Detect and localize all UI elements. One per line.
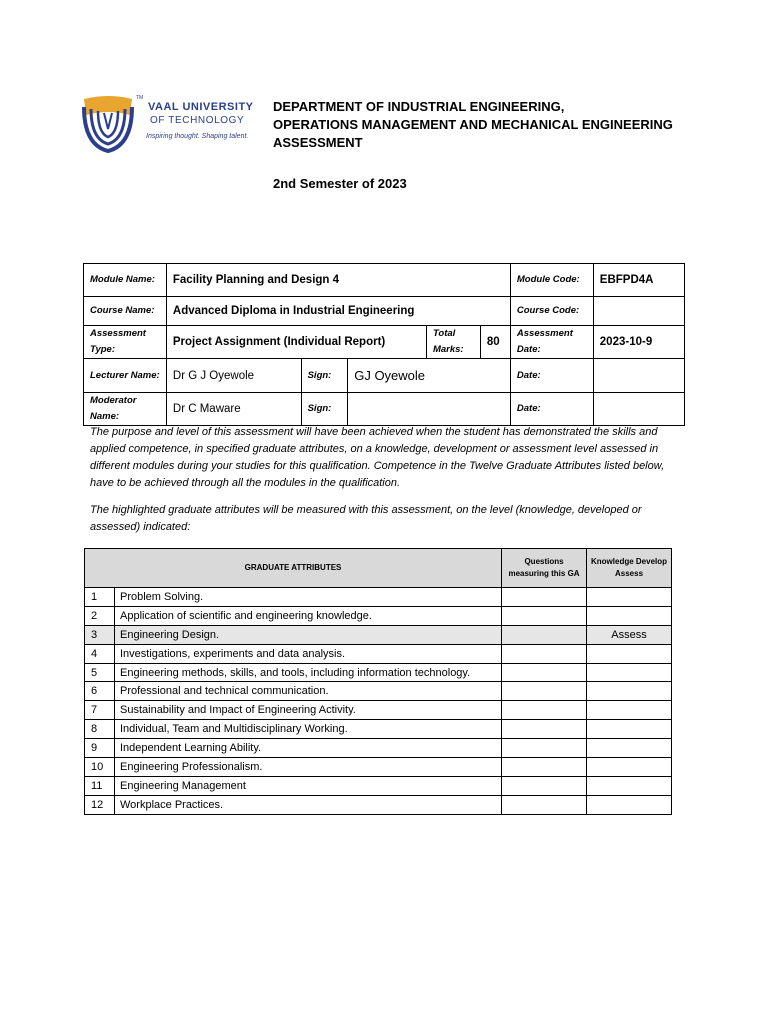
- heading-line-1: DEPARTMENT OF INDUSTRIAL ENGINEERING,: [273, 99, 565, 114]
- module-name-row: [84, 264, 685, 297]
- ga-row-label: Application of scientific and engineering knowledge.: [115, 606, 502, 625]
- ga-row-label: Engineering Management: [115, 776, 502, 795]
- table-row: [85, 644, 672, 663]
- lecturer-row: [84, 359, 685, 393]
- ga-row-questions: [502, 739, 587, 758]
- ga-row-level: [587, 682, 672, 701]
- lecturer-date-value: [593, 359, 684, 393]
- ga-header-knowledge: Knowledge Develop Assess: [587, 549, 672, 588]
- table-row: [85, 739, 672, 758]
- moderator-date-label: Date:: [510, 393, 593, 426]
- moderator-date-value: [593, 393, 684, 426]
- ga-row-questions: [502, 644, 587, 663]
- ga-row-level: [587, 720, 672, 739]
- lecturer-label: Lecturer Name:: [84, 359, 167, 393]
- table-row: [85, 663, 672, 682]
- total-marks-value: 80: [480, 326, 510, 359]
- course-code-label: Course Code:: [510, 297, 593, 326]
- module-name-label: Module Name:: [84, 264, 167, 297]
- highlighted-paragraph: The highlighted graduate attributes will be measured with this assessment, on the level (knowledge, developed or assessed) indicated:: [90, 504, 642, 533]
- ga-row-number: 7: [85, 701, 115, 720]
- logo-trademark: TM: [136, 95, 144, 101]
- ga-row-questions: [502, 701, 587, 720]
- table-row: [85, 606, 672, 625]
- moderator-sign-label: Sign:: [301, 393, 348, 426]
- course-name-label: Course Name:: [84, 297, 167, 326]
- table-row: [85, 682, 672, 701]
- ga-table-body: [85, 588, 672, 815]
- university-emblem-icon: [80, 95, 136, 153]
- ga-row-label: Sustainability and Impact of Engineering Activity.: [115, 701, 502, 720]
- assessment-type-label: Assessment Type:: [84, 326, 167, 359]
- assessment-info-table: [83, 263, 685, 426]
- moderator-label: Moderator Name:: [84, 393, 167, 426]
- ga-row-questions: [502, 663, 587, 682]
- ga-row-number: 12: [85, 795, 115, 814]
- ga-header-attributes: GRADUATE ATTRIBUTES: [85, 549, 502, 588]
- ga-row-questions: [502, 606, 587, 625]
- ga-row-number: 5: [85, 663, 115, 682]
- ga-row-questions: [502, 625, 587, 644]
- ga-row-level: [587, 758, 672, 777]
- ga-row-number: 1: [85, 588, 115, 607]
- table-row: [85, 758, 672, 777]
- table-row: [85, 776, 672, 795]
- ga-row-level: [587, 588, 672, 607]
- moderator-row: [84, 393, 685, 426]
- lecturer-signature: GJ Oyewole: [348, 359, 511, 393]
- heading-line-3: ASSESSMENT: [273, 135, 363, 150]
- ga-row-questions: [502, 795, 587, 814]
- module-code-label: Module Code:: [510, 264, 593, 297]
- ga-row-questions: [502, 776, 587, 795]
- ga-row-level: [587, 644, 672, 663]
- ga-row-questions: [502, 588, 587, 607]
- university-logo: [80, 95, 260, 155]
- ga-row-number: 9: [85, 739, 115, 758]
- logo-subtitle: OF TECHNOLOGY: [150, 115, 245, 126]
- lecturer-value: Dr G J Oyewole: [166, 359, 301, 393]
- ga-row-label: Engineering Professionalism.: [115, 758, 502, 777]
- moderator-signature: [348, 393, 511, 426]
- semester-title: 2nd Semester of 2023: [273, 176, 407, 191]
- ga-header-row: [85, 549, 672, 588]
- document-heading: [273, 98, 673, 152]
- course-name-row: [84, 297, 685, 326]
- ga-row-number: 6: [85, 682, 115, 701]
- ga-row-level: [587, 606, 672, 625]
- ga-row-level: [587, 663, 672, 682]
- module-name-value: Facility Planning and Design 4: [166, 264, 510, 297]
- table-row: [85, 625, 672, 644]
- graduate-attributes-table: [84, 548, 672, 815]
- ga-row-label: Investigations, experiments and data analysis.: [115, 644, 502, 663]
- ga-row-number: 10: [85, 758, 115, 777]
- ga-row-questions: [502, 758, 587, 777]
- ga-row-number: 2: [85, 606, 115, 625]
- ga-row-level: [587, 739, 672, 758]
- table-row: [85, 720, 672, 739]
- ga-row-number: 4: [85, 644, 115, 663]
- lecturer-sign-label: Sign:: [301, 359, 348, 393]
- table-row: [85, 701, 672, 720]
- ga-row-level: Assess: [587, 625, 672, 644]
- ga-row-number: 3: [85, 625, 115, 644]
- ga-row-label: Engineering methods, skills, and tools, including information technology.: [115, 663, 502, 682]
- assessment-type-row: [84, 326, 685, 359]
- lecturer-date-label: Date:: [510, 359, 593, 393]
- ga-row-label: Independent Learning Ability.: [115, 739, 502, 758]
- table-row: [85, 795, 672, 814]
- purpose-paragraph: The purpose and level of this assessment will have been achieved when the student has demonstrated the skills and applied competence, in specified graduate attributes, on a knowledge, development or assessment level assessed in different modules during your studies for this qualification. Competence in the Twelve Graduate Attributes listed below, have to be achieved through all the modules in the qualification.: [90, 426, 665, 489]
- ga-row-number: 11: [85, 776, 115, 795]
- total-marks-label: Total Marks:: [426, 326, 480, 359]
- logo-name: VAAL UNIVERSITY: [148, 101, 254, 113]
- ga-row-label: Engineering Design.: [115, 625, 502, 644]
- ga-row-label: Workplace Practices.: [115, 795, 502, 814]
- assessment-date-value: 2023-10-9: [593, 326, 684, 359]
- ga-row-label: Problem Solving.: [115, 588, 502, 607]
- ga-row-level: [587, 795, 672, 814]
- ga-row-level: [587, 776, 672, 795]
- ga-row-number: 8: [85, 720, 115, 739]
- table-row: [85, 588, 672, 607]
- ga-row-label: Professional and technical communication.: [115, 682, 502, 701]
- course-code-value: [593, 297, 684, 326]
- module-code-value: EBFPD4A: [593, 264, 684, 297]
- ga-header-questions: Questions measuring this GA: [502, 549, 587, 588]
- moderator-value: Dr C Maware: [166, 393, 301, 426]
- assessment-date-label: Assessment Date:: [510, 326, 593, 359]
- heading-line-2: OPERATIONS MANAGEMENT AND MECHANICAL ENGINEERING: [273, 117, 673, 132]
- ga-row-level: [587, 701, 672, 720]
- course-name-value: Advanced Diploma in Industrial Engineering: [166, 297, 510, 326]
- logo-tagline: Inspiring thought. Shaping talent.: [146, 133, 249, 140]
- ga-row-questions: [502, 720, 587, 739]
- ga-row-questions: [502, 682, 587, 701]
- assessment-type-value: Project Assignment (Individual Report): [166, 326, 426, 359]
- ga-row-label: Individual, Team and Multidisciplinary Working.: [115, 720, 502, 739]
